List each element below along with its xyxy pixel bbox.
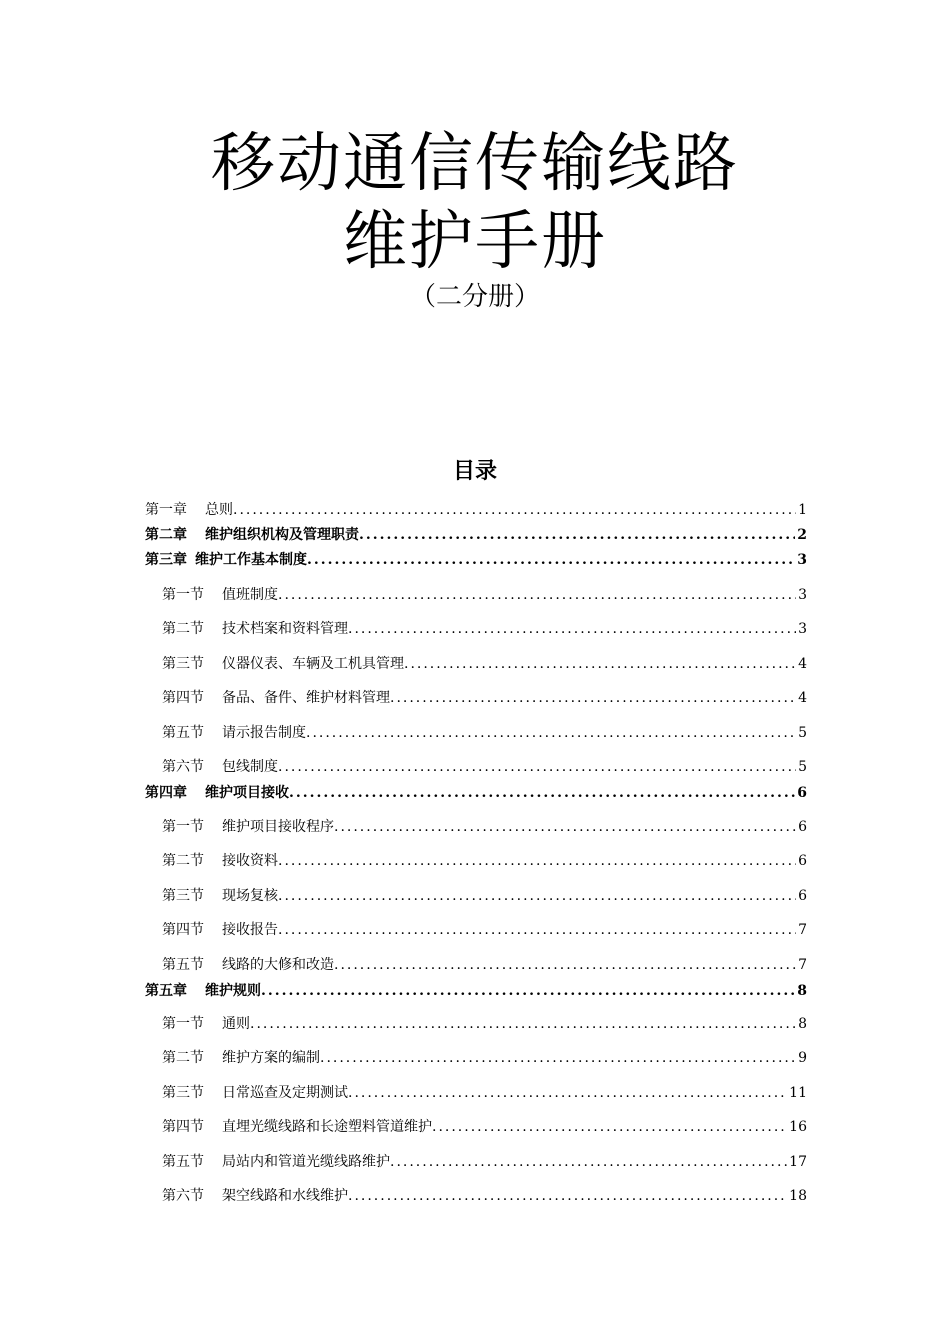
toc-leader-dots bbox=[278, 886, 796, 906]
toc-entry-label: 第五节 bbox=[162, 1154, 204, 1170]
toc-entry-page-number: 6 bbox=[797, 785, 807, 801]
toc-leader-dots bbox=[390, 688, 796, 708]
toc-entry-title: 直埋光缆线路和长途塑料管道维护 bbox=[222, 1119, 432, 1135]
toc-entry-label: 第五节 bbox=[162, 957, 204, 973]
toc-entry-page-number: 6 bbox=[798, 853, 807, 869]
toc-entry[interactable] bbox=[162, 817, 807, 837]
toc-entry-label: 第六节 bbox=[162, 759, 204, 775]
toc-leader-dots bbox=[320, 1048, 796, 1068]
toc-leader-dots bbox=[348, 619, 796, 639]
toc-entry-title: 日常巡查及定期测试 bbox=[222, 1085, 348, 1101]
toc-entry-page-number: 17 bbox=[789, 1154, 807, 1170]
toc-entry[interactable] bbox=[162, 1048, 807, 1068]
toc-entry-title: 包线制度 bbox=[222, 759, 278, 775]
toc-entry[interactable] bbox=[162, 688, 807, 708]
toc-entry-title: 技术档案和资料管理 bbox=[222, 621, 348, 637]
toc-entry-title: 局站内和管道光缆线路维护 bbox=[222, 1154, 390, 1170]
toc-entry-page-number: 11 bbox=[789, 1085, 807, 1101]
toc-entry-page-number: 1 bbox=[798, 502, 807, 518]
toc-entry-label: 第一节 bbox=[162, 819, 204, 835]
toc-entry-label: 第三章 bbox=[145, 552, 187, 568]
toc-leader-dots bbox=[261, 981, 795, 1001]
toc-entry[interactable] bbox=[145, 981, 807, 1001]
toc-leader-dots bbox=[233, 500, 796, 520]
toc-entry-page-number: 6 bbox=[798, 819, 807, 835]
toc-leader-dots bbox=[432, 1117, 787, 1137]
toc-entry-label: 第三节 bbox=[162, 656, 204, 672]
toc-entry[interactable] bbox=[162, 585, 807, 605]
toc-entry-title: 线路的大修和改造 bbox=[222, 957, 334, 973]
toc-entry-label: 第一节 bbox=[162, 1016, 204, 1032]
toc-entry-title: 仪器仪表、车辆及工机具管理 bbox=[222, 656, 404, 672]
toc-leader-dots bbox=[359, 525, 795, 545]
toc-entry-page-number: 5 bbox=[798, 725, 807, 741]
toc-entry-label: 第五章 bbox=[145, 983, 187, 999]
document-title-line-2: 维护手册 bbox=[343, 205, 607, 279]
toc-leader-dots bbox=[289, 783, 795, 803]
toc-entry-title: 维护工作基本制度 bbox=[195, 552, 307, 568]
toc-leader-dots bbox=[278, 585, 796, 605]
toc-entry[interactable] bbox=[162, 654, 807, 674]
toc-entry-title: 维护项目接收 bbox=[205, 785, 289, 801]
toc-entry-label: 第二节 bbox=[162, 853, 204, 869]
toc-entry-label: 第五节 bbox=[162, 725, 204, 741]
toc-leader-dots bbox=[348, 1186, 787, 1206]
toc-entry-page-number: 3 bbox=[798, 587, 807, 603]
toc-leader-dots bbox=[278, 851, 796, 871]
toc-leader-dots bbox=[404, 654, 796, 674]
toc-entry-title: 现场复核 bbox=[222, 888, 278, 904]
toc-leader-dots bbox=[306, 723, 796, 743]
toc-entry-page-number: 5 bbox=[798, 759, 807, 775]
toc-entry-label: 第三节 bbox=[162, 888, 204, 904]
toc-entry-page-number: 3 bbox=[797, 552, 807, 568]
toc-entry[interactable] bbox=[162, 920, 807, 940]
toc-entry-page-number: 7 bbox=[798, 957, 807, 973]
document-subtitle: （二分册） bbox=[409, 282, 540, 312]
toc-entry-title: 接收资料 bbox=[222, 853, 278, 869]
toc-entry[interactable] bbox=[162, 1186, 807, 1206]
toc-entry-label: 第一章 bbox=[145, 502, 187, 518]
toc-entry-page-number: 4 bbox=[798, 656, 807, 672]
toc-entry[interactable] bbox=[162, 619, 807, 639]
toc-entry-label: 第四节 bbox=[162, 922, 204, 938]
toc-entry-title: 备品、备件、维护材料管理 bbox=[222, 690, 390, 706]
toc-leader-dots bbox=[348, 1083, 787, 1103]
toc-entry-title: 请示报告制度 bbox=[222, 725, 306, 741]
toc-entry-label: 第四节 bbox=[162, 690, 204, 706]
toc-entry[interactable] bbox=[145, 525, 807, 545]
toc-entry-page-number: 16 bbox=[789, 1119, 807, 1135]
toc-entry-page-number: 18 bbox=[789, 1188, 807, 1204]
toc-leader-dots bbox=[307, 550, 795, 570]
toc-entry[interactable] bbox=[162, 1083, 807, 1103]
toc-entry-title: 维护项目接收程序 bbox=[222, 819, 334, 835]
toc-heading: 目录 bbox=[452, 458, 497, 484]
toc-leader-dots bbox=[278, 920, 796, 940]
toc-entry-page-number: 9 bbox=[798, 1050, 807, 1066]
toc-entry[interactable] bbox=[145, 783, 807, 803]
toc-entry[interactable] bbox=[162, 1152, 807, 1172]
toc-entry-title: 维护组织机构及管理职责 bbox=[205, 527, 359, 543]
toc-leader-dots bbox=[334, 817, 796, 837]
toc-entry-page-number: 8 bbox=[797, 983, 807, 999]
toc-entry-page-number: 6 bbox=[798, 888, 807, 904]
toc-entry-label: 第三节 bbox=[162, 1085, 204, 1101]
toc-entry-page-number: 7 bbox=[798, 922, 807, 938]
toc-entry-label: 第二节 bbox=[162, 621, 204, 637]
toc-entry-page-number: 4 bbox=[798, 690, 807, 706]
toc-entry-label: 第二节 bbox=[162, 1050, 204, 1066]
toc-entry[interactable] bbox=[162, 757, 807, 777]
toc-entry-label: 第四章 bbox=[145, 785, 187, 801]
toc-entry-page-number: 8 bbox=[798, 1016, 807, 1032]
toc-entry[interactable] bbox=[162, 723, 807, 743]
toc-leader-dots bbox=[390, 1152, 787, 1172]
toc-entry[interactable] bbox=[162, 1014, 807, 1034]
toc-leader-dots bbox=[278, 757, 796, 777]
toc-leader-dots bbox=[250, 1014, 796, 1034]
toc-entry-page-number: 3 bbox=[798, 621, 807, 637]
toc-entry-title: 接收报告 bbox=[222, 922, 278, 938]
toc-entry[interactable] bbox=[162, 886, 807, 906]
toc-entry-title: 维护方案的编制 bbox=[222, 1050, 320, 1066]
toc-entry-label: 第六节 bbox=[162, 1188, 204, 1204]
toc-entry-page-number: 2 bbox=[797, 527, 807, 543]
toc-entry[interactable] bbox=[162, 955, 807, 975]
toc-entry-title: 架空线路和水线维护 bbox=[222, 1188, 348, 1204]
toc-entry[interactable] bbox=[145, 550, 807, 570]
toc-entry[interactable] bbox=[162, 851, 807, 871]
toc-entry[interactable] bbox=[145, 500, 807, 520]
toc-entry-title: 总则 bbox=[205, 502, 233, 518]
toc-entry-title: 维护规则 bbox=[205, 983, 261, 999]
toc-leader-dots bbox=[334, 955, 796, 975]
toc-entry-label: 第四节 bbox=[162, 1119, 204, 1135]
toc-entry-label: 第二章 bbox=[145, 527, 187, 543]
toc-entry-label: 第一节 bbox=[162, 587, 204, 603]
toc-entry-title: 值班制度 bbox=[222, 587, 278, 603]
toc-entry-title: 通则 bbox=[222, 1016, 250, 1032]
toc-entry[interactable] bbox=[162, 1117, 807, 1137]
document-title-line-1: 移动通信传输线路 bbox=[211, 127, 739, 201]
